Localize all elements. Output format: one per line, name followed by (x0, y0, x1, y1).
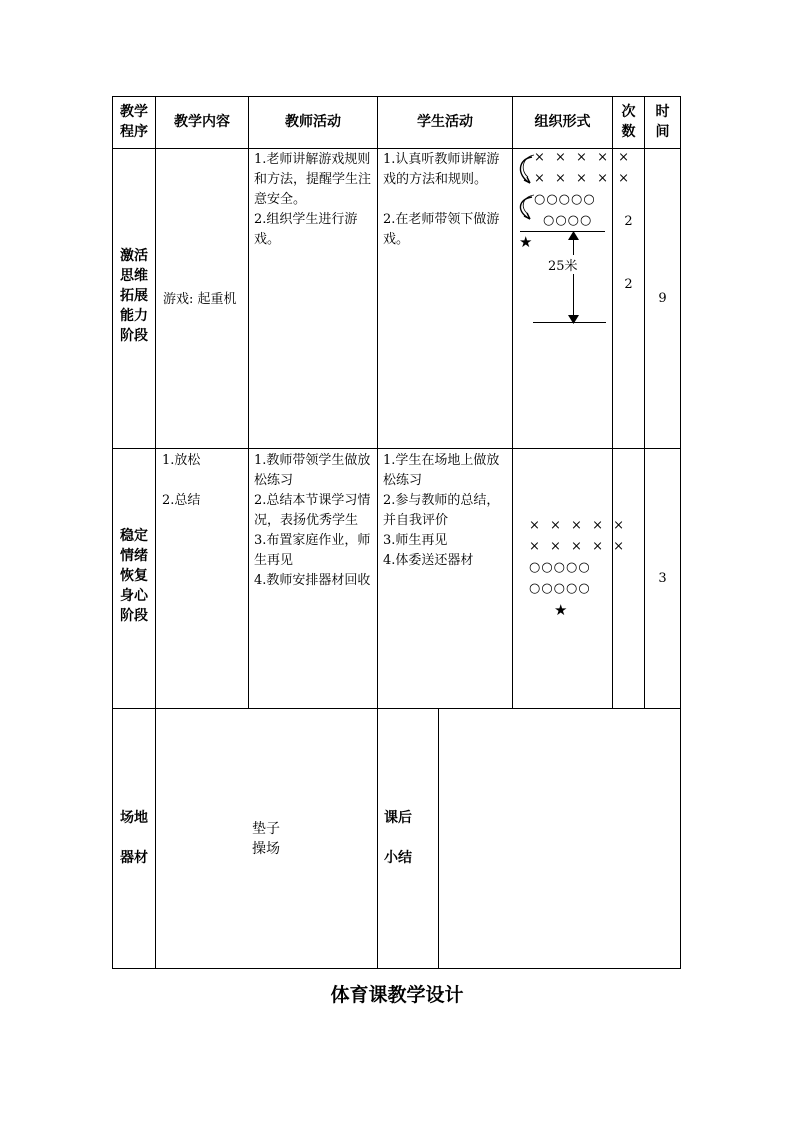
summary-label: 课后 小结 (384, 810, 412, 866)
circle-row: ○○○○○ (534, 192, 596, 207)
header-student: 学生活动 (417, 114, 473, 130)
header-content: 教学内容 (174, 114, 230, 130)
arrow-up-icon (568, 231, 579, 240)
cross-row: × × × × × (529, 539, 627, 554)
star-icon: ★ (554, 601, 571, 619)
circle-row: ○○○○○ (529, 581, 591, 596)
curved-arrow-icon (514, 153, 536, 189)
venue-equipment-label: 场地 器材 (120, 810, 148, 866)
row2-duration: 3 (658, 571, 667, 586)
header-times: 次 数 (621, 104, 636, 140)
row1-content: 游戏: 起重机 (163, 292, 237, 307)
equipment-list: 垫子 操场 (252, 821, 280, 857)
circle-row: ○○○○ (543, 213, 593, 228)
row2-content: 1.放松 2.总结 (162, 453, 201, 508)
row2-student: 1.学生在场地上做放松练习 2.参与教师的总结，并自我评价 3.师生再见 4.体委送还器材 (383, 453, 500, 568)
header-organization: 组织形式 (534, 114, 591, 130)
circle-row: ○○○○○ (529, 560, 591, 575)
row1-times-b: 2 (624, 277, 633, 292)
row1-duration: 9 (658, 291, 667, 306)
cross-row: × × × × × (534, 171, 632, 186)
header-duration: 时 间 (655, 104, 670, 140)
cross-row: × × × × × (529, 518, 627, 533)
cross-row: × × × × × (534, 150, 632, 165)
row2-teacher: 1.教师带领学生做放松练习 2.总结本节课学习情况，表扬优秀学生 3.布置家庭作业，师生再见 4.教师安排器材回收 (254, 453, 371, 588)
document-title: 体育课教学设计 (330, 984, 464, 1006)
curved-arrow-icon (514, 194, 536, 224)
row2-stage: 稳定 情绪 恢复 身心 阶段 (120, 528, 148, 624)
header-program: 教学 程序 (120, 104, 148, 140)
row1-times-a: 2 (624, 214, 633, 229)
distance-label: 25米 (548, 255, 578, 274)
row1-teacher: 1.老师讲解游戏规则和方法，提醒学生注意安全。 2.组织学生进行游戏。 (254, 152, 372, 247)
row1-student: 1.认真听教师讲解游戏的方法和规则。 2.在老师带领下做游戏。 (383, 152, 500, 247)
star-icon: ★ (519, 233, 536, 251)
header-teacher: 教师活动 (285, 114, 341, 130)
row1-stage: 激活 思维 拓展 能力 阶段 (120, 248, 148, 344)
